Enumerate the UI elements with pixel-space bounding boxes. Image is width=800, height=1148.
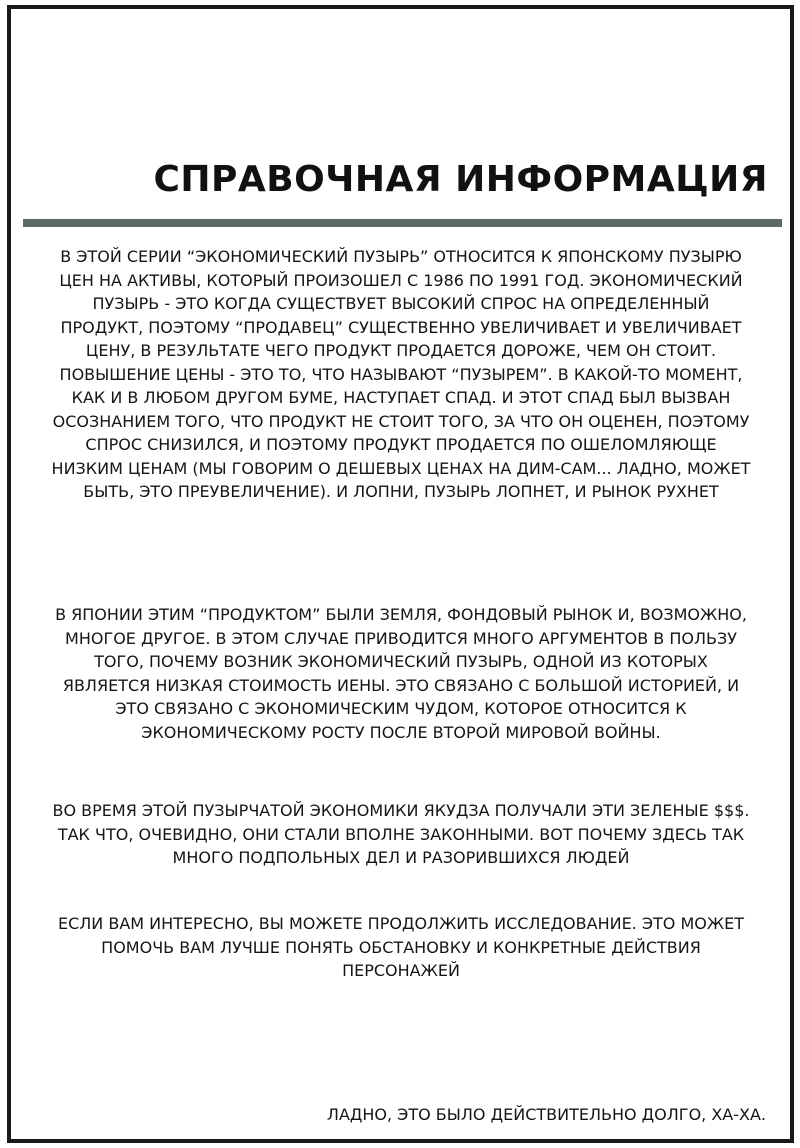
page-title: СПРАВОЧНАЯ ИНФОРМАЦИЯ: [153, 159, 768, 200]
footer-note: ЛАДНО, ЭТО БЫЛО ДЕЙСТВИТЕЛЬНО ДОЛГО, ХА-ХА.: [326, 1105, 766, 1124]
paragraph-economic-bubble: В ЭТОЙ СЕРИИ “ЭКОНОМИЧЕСКИЙ ПУЗЫРЬ” ОТНОСИТСЯ К ЯПОНСКОМУ ПУЗЫРЮ ЦЕН НА АКТИВЫ, КОТОРЫЙ ПРОИЗОШЕЛ С 1986 ПО 1991 ГОД. ЭКОНОМИЧЕСКИЙ ПУЗЫРЬ - ЭТО КОГДА СУЩЕСТВУЕТ ВЫСОКИЙ СПРОС НА ОПРЕДЕЛЕННЫЙ ПРОДУКТ, ПОЭТОМУ “ПРОДАВЕЦ” СУЩЕСТВЕННО УВЕЛИЧИВАЕТ И УВЕЛИЧИВАЕТ ЦЕНУ, В РЕЗУЛЬТАТЕ ЧЕГО ПРОДУКТ ПРОДАЕТСЯ ДОРОЖЕ, ЧЕМ ОН СТОИТ. ПОВЫШЕНИЕ ЦЕНЫ - ЭТО ТО, ЧТО НАЗЫВАЮТ “ПУЗЫРЕМ”. В КАКОЙ-ТО МОМЕНТ, КАК И В ЛЮБОМ ДРУГОМ БУМЕ, НАСТУПАЕТ СПАД. И ЭТОТ СПАД БЫЛ ВЫЗВАН ОСОЗНАНИЕМ ТОГО, ЧТО ПРОДУКТ НЕ СТОИТ ТОГО, ЗА ЧТО ОН ОЦЕНЕН, ПОЭТОМУ СПРОС СНИЗИЛСЯ, И ПОЭТОМУ ПРОДУКТ ПРОДАЕТСЯ ПО ОШЕЛОМЛЯЮЩЕ НИЗКИМ ЦЕНАМ (МЫ ГОВОРИМ О ДЕШЕВЫХ ЦЕНАХ НА ДИМ-САМ... ЛАДНО, МОЖЕТ БЫТЬ, ЭТО ПРЕУВЕЛИЧЕНИЕ). И ЛОПНИ, ПУЗЫРЬ ЛОПНЕТ, И РЫНОК РУХНЕТ: [51, 247, 751, 501]
paragraph-yakuza: ВО ВРЕМЯ ЭТОЙ ПУЗЫРЧАТОЙ ЭКОНОМИКИ ЯКУДЗА ПОЛУЧАЛИ ЭТИ ЗЕЛЕНЫЕ $$$. ТАК ЧТО, ОЧЕВИДНО, ОНИ СТАЛИ ВПОЛНЕ ЗАКОННЫМИ. ВОТ ПОЧЕМУ ЗДЕСЬ ТАК МНОГО ПОДПОЛЬНЫХ ДЕЛ И РАЗОРИВШИХСЯ ЛЮДЕЙ: [52, 801, 750, 867]
page-frame: [7, 5, 794, 1143]
title-divider: [23, 219, 782, 227]
paragraph-further-research: ЕСЛИ ВАМ ИНТЕРЕСНО, ВЫ МОЖЕТЕ ПРОДОЛЖИТЬ ИССЛЕДОВАНИЕ. ЭТО МОЖЕТ ПОМОЧЬ ВАМ ЛУЧШЕ ПОНЯТЬ ОБСТАНОВКУ И КОНКРЕТНЫЕ ДЕЙСТВИЯ ПЕРСОНАЖЕЙ: [57, 914, 744, 980]
paragraph-japan-product: В ЯПОНИИ ЭТИМ “ПРОДУКТОМ” БЫЛИ ЗЕМЛЯ, ФОНДОВЫЙ РЫНОК И, ВОЗМОЖНО, МНОГОЕ ДРУГОЕ. В ЭТОМ СЛУЧАЕ ПРИВОДИТСЯ МНОГО АРГУМЕНТОВ В ПОЛЬЗУ ТОГО, ПОЧЕМУ ВОЗНИК ЭКОНОМИЧЕСКИЙ ПУЗЫРЬ, ОДНОЙ ИЗ КОТОРЫХ ЯВЛЯЕТСЯ НИЗКАЯ СТОИМОСТЬ ИЕНЫ. ЭТО СВЯЗАНО С БОЛЬШОЙ ИСТОРИЕЙ, И ЭТО СВЯЗАНО С ЭКОНОМИЧЕСКИМ ЧУДОМ, КОТОРОЕ ОТНОСИТСЯ К ЭКОНОМИЧЕСКОМУ РОСТУ ПОСЛЕ ВТОРОЙ МИРОВОЙ ВОЙНЫ.: [55, 605, 747, 742]
